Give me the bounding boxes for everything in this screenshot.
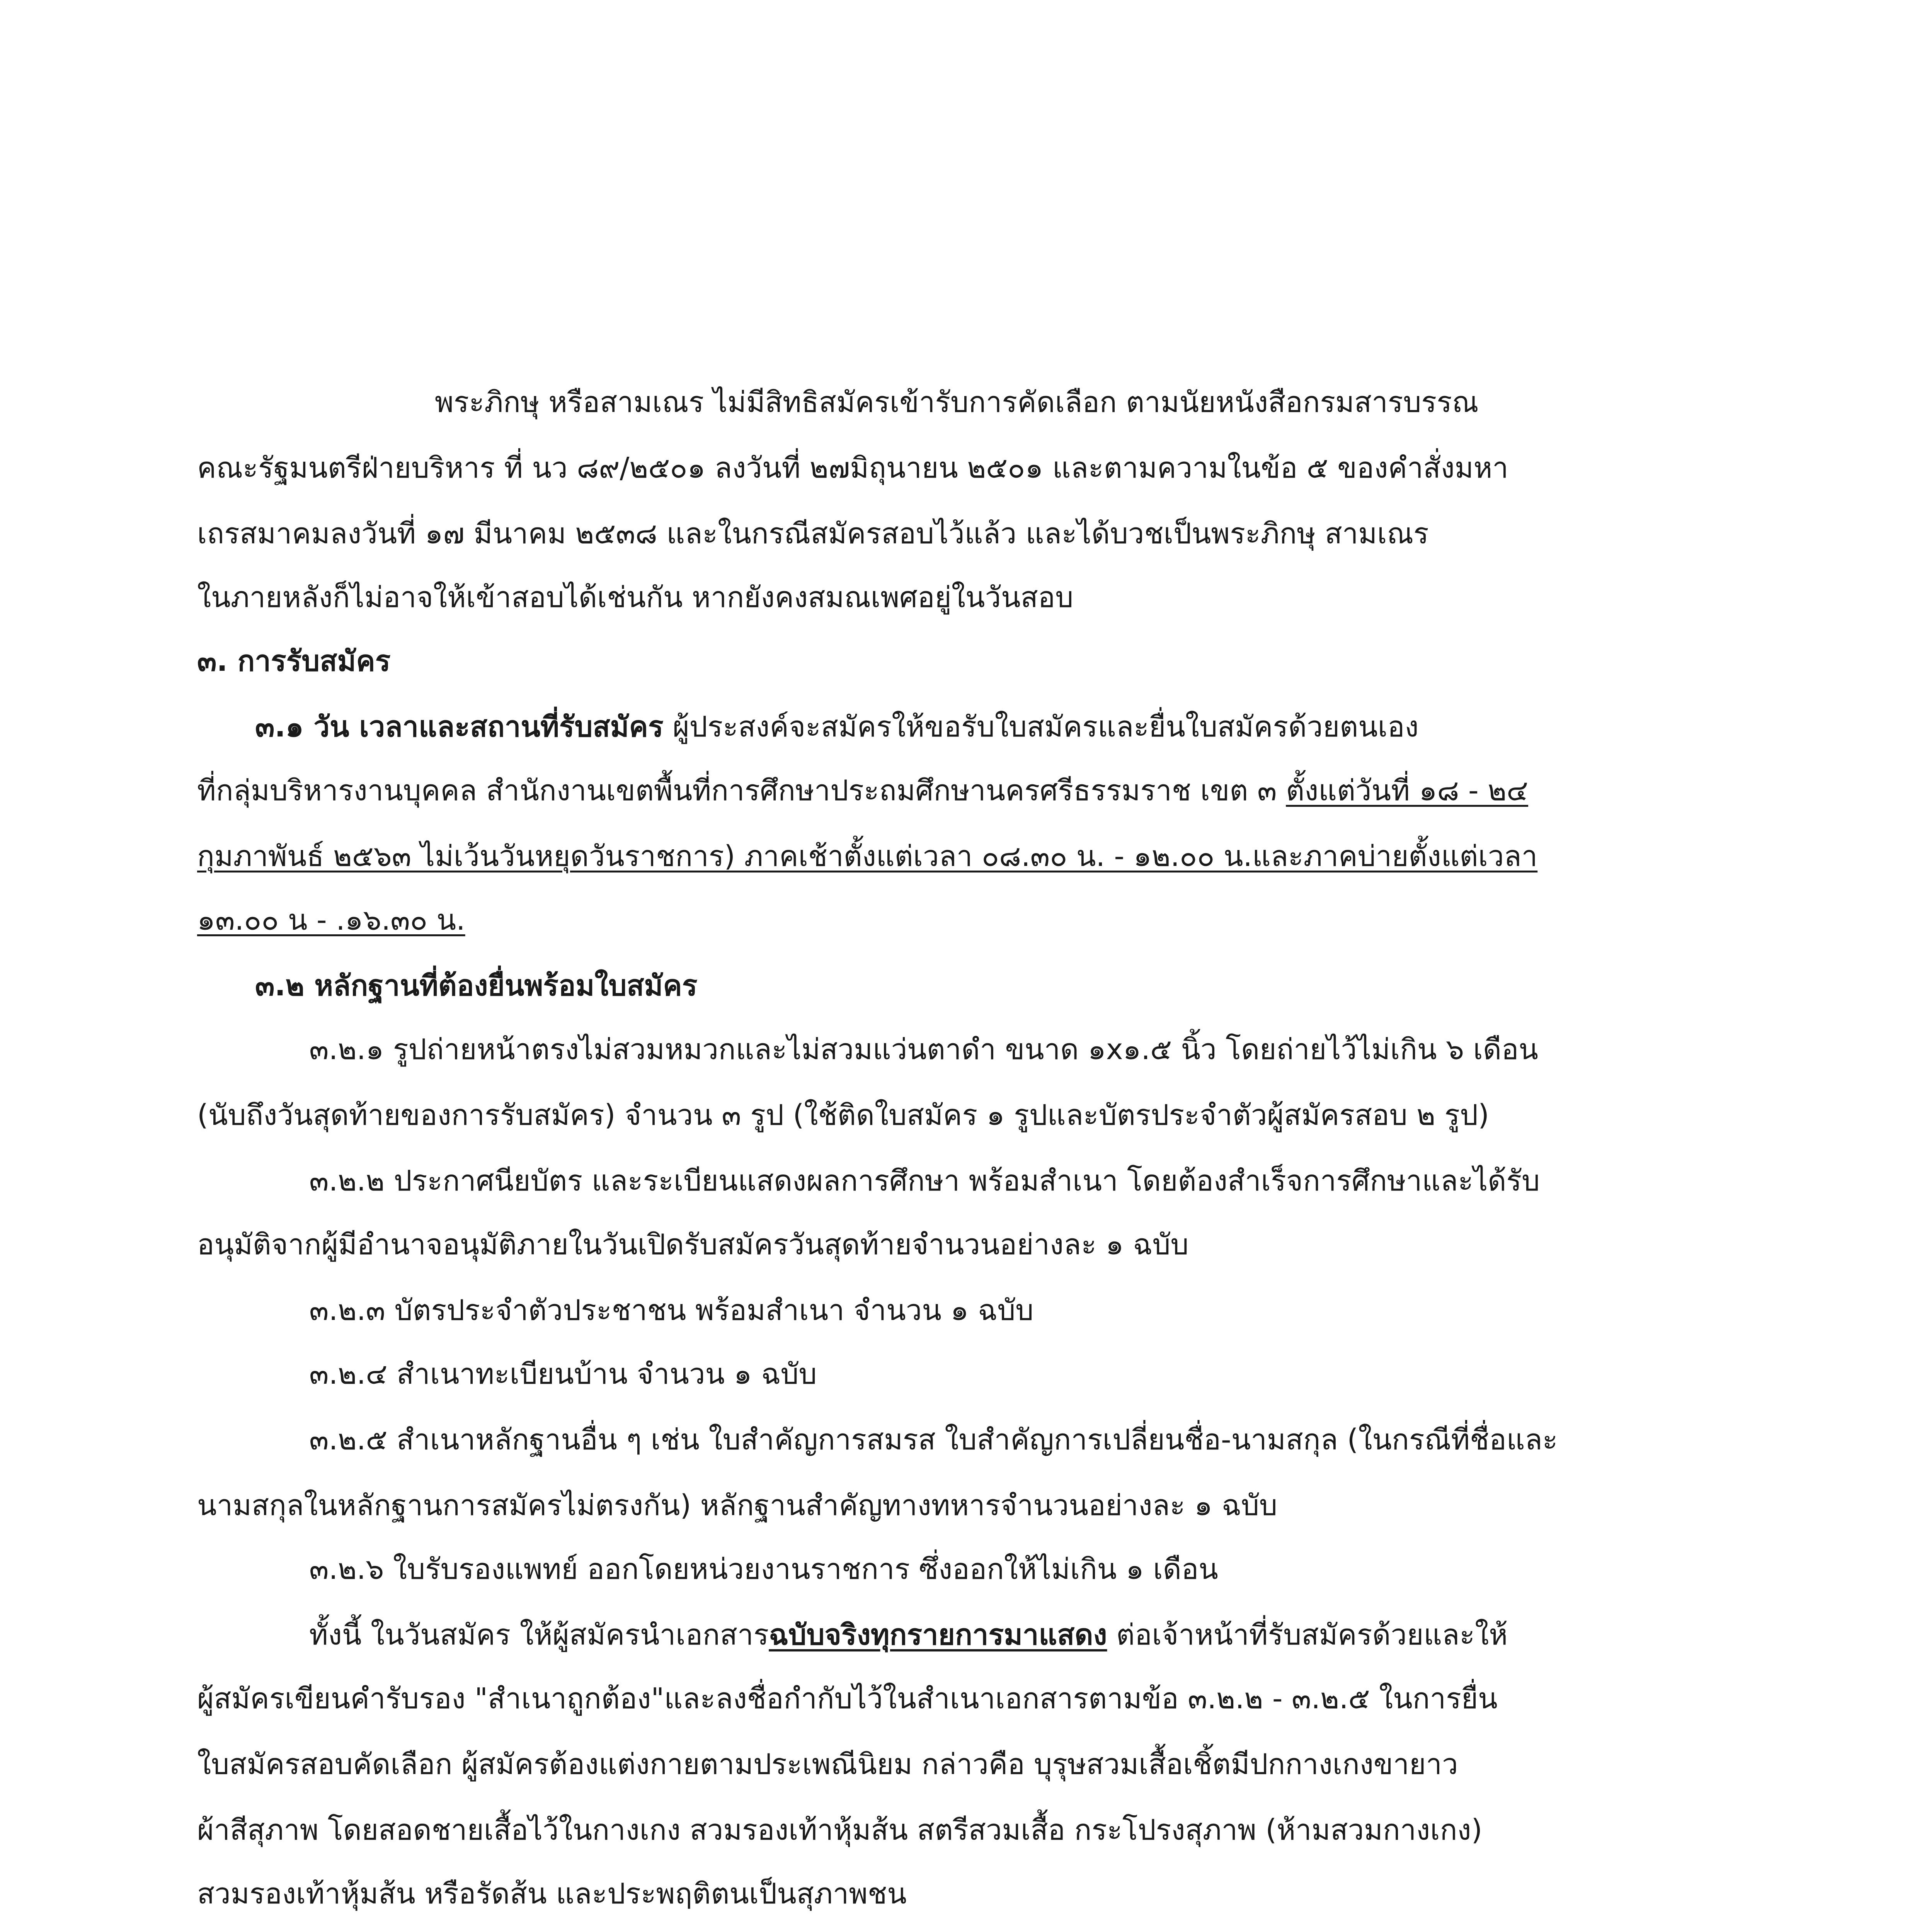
- section-3-1-line-1: [255, 709, 1419, 745]
- section-3-1-line-4: ๑๓.๐๐ น - .๑๖.๓๐ น.: [197, 903, 465, 937]
- intro-line-4: ในภายหลังก็ไม่อาจให้เข้าสอบได้เช่นกัน หากยังคงสมณเพศอยู่ในวันสอบ: [197, 581, 1074, 614]
- intro-line-2: คณะรัฐมนตรีฝ่ายบริหาร ที่ นว ๘๙/๒๕๐๑ ลงวันที่ ๒๗มิถุนายน ๒๕๐๑ และตามความในข้อ ๕ ของคำสั่งมหา: [197, 451, 1508, 485]
- note-line-4: ผ้าสีสุภาพ โดยสอดชายเสื้อไว้ในกางเกง สวมรองเท้าหุ้มส้น สตรีสวมเสื้อ กระโปรงสุภาพ (ห้ามสวมกางเกง): [197, 1813, 1483, 1847]
- note-line-1-emphasis: ฉบับจริงทุกรายการมาแสดง: [769, 1618, 1107, 1651]
- note-line-5: สวมรองเท้าหุ้มส้น หรือรัดส้น และประพฤติตนเป็นสุภาพชน: [197, 1877, 907, 1910]
- intro-line-3: เถรสมาคมลงวันที่ ๑๗ มีนาคม ๒๕๓๘ และในกรณีสมัครสอบไว้แล้ว และได้บวชเป็นพระภิกษุ สามเณร: [197, 517, 1429, 550]
- note-line-3: ใบสมัครสอบคัดเลือก ผู้สมัครต้องแต่งกายตามประเพณีนิยม กล่าวคือ บุรุษสวมเสื้อเชิ้ตมีปกกางเกงขายาว: [197, 1748, 1458, 1781]
- section-3-2-5-line-2: นามสกุลในหลักฐานการสมัครไม่ตรงกัน) หลักฐานสำคัญทางทหารจำนวนอย่างละ ๑ ฉบับ: [197, 1489, 1277, 1522]
- section-3-1-line-1-text: ผู้ประสงค์จะสมัครให้ขอรับใบสมัครและยื่นใบสมัครด้วยตนเอง: [663, 710, 1419, 743]
- intro-line-1: พระภิกษุ หรือสามเณร ไม่มีสิทธิสมัครเข้ารับการคัดเลือก ตามนัยหนังสือกรมสารบรรณ: [435, 386, 1479, 419]
- section-3-2-6: ๓.๒.๖ ใบรับรองแพทย์ ออกโดยหน่วยงานราชการ ซึ่งออกให้ไม่เกิน ๑ เดือน: [309, 1553, 1218, 1586]
- note-line-2: ผู้สมัครเขียนคำรับรอง "สำเนาถูกต้อง"และลงชื่อกำกับไว้ในสำเนาเอกสารตามข้อ ๓.๒.๒ - ๓.๒.๕ ในการยื่น: [197, 1682, 1498, 1715]
- section-3-2-heading: ๓.๒ หลักฐานที่ต้องยื่นพร้อมใบสมัคร: [255, 969, 698, 1002]
- section-3-2-2-line-2: อนุมัติจากผู้มีอำนาจอนุมัติภายในวันเปิดรับสมัครวันสุดท้ายจำนวนอย่างละ ๑ ฉบับ: [197, 1228, 1189, 1261]
- note-line-1-a: ทั้งนี้ ในวันสมัคร ให้ผู้สมัครนำเอกสาร: [309, 1618, 769, 1651]
- section-3-2-2-line-1: ๓.๒.๒ ประกาศนียบัตร และระเบียนแสดงผลการศึกษา พร้อมสำเนา โดยต้องสำเร็จการศึกษาและได้รับ: [309, 1164, 1540, 1197]
- section-3-2-1-line-1: ๓.๒.๑ รูปถ่ายหน้าตรงไม่สวมหมวกและไม่สวมแว่นตาดำ ขนาด ๑x๑.๕ นิ้ว โดยถ่ายไว้ไม่เกิน ๖ เดือน: [309, 1033, 1538, 1066]
- section-3-2-3: ๓.๒.๓ บัตรประจำตัวประชาชน พร้อมสำเนา จำนวน ๑ ฉบับ: [309, 1294, 1034, 1327]
- section-3-2-4: ๓.๒.๔ สำเนาทะเบียนบ้าน จำนวน ๑ ฉบับ: [309, 1357, 817, 1391]
- note-line-1: [309, 1617, 1508, 1653]
- section-3-1-line-2: [197, 773, 1528, 809]
- section-3-1-heading: ๓.๑ วัน เวลาและสถานที่รับสมัคร: [255, 710, 664, 743]
- section-3-1-line-3: กุมภาพันธ์ ๒๕๖๓ ไม่เว้นวันหยุดวันราชการ) ภาคเช้าตั้งแต่เวลา ๐๘.๓๐ น. - ๑๒.๐๐ น.และภาคบ่ายตั้งแต่เวลา: [197, 840, 1538, 873]
- section-3-2-5-line-1: ๓.๒.๕ สำเนาหลักฐานอื่น ๆ เช่น ใบสำคัญการสมรส ใบสำคัญการเปลี่ยนชื่อ-นามสกุล (ในกรณีที่ชื่อและ: [309, 1423, 1558, 1456]
- section-3-heading: ๓. การรับสมัคร: [197, 645, 391, 678]
- note-line-1-c: ต่อเจ้าหน้าที่รับสมัครด้วยและให้: [1107, 1618, 1508, 1651]
- section-3-1-line-2-text: ที่กลุ่มบริหารงานบุคคล สำนักงานเขตพื้นที่การศึกษาประถมศึกษานครศรีธรรมราช เขต ๓: [197, 774, 1286, 807]
- section-3-2-1-line-2: (นับถึงวันสุดท้ายของการรับสมัคร) จำนวน ๓ รูป (ใช้ติดใบสมัคร ๑ รูปและบัตรประจำตัวผู้สมัครสอบ ๒ รูป): [197, 1099, 1489, 1132]
- section-3-1-date-start: ตั้งแต่วันที่ ๑๘ - ๒๔: [1286, 774, 1529, 807]
